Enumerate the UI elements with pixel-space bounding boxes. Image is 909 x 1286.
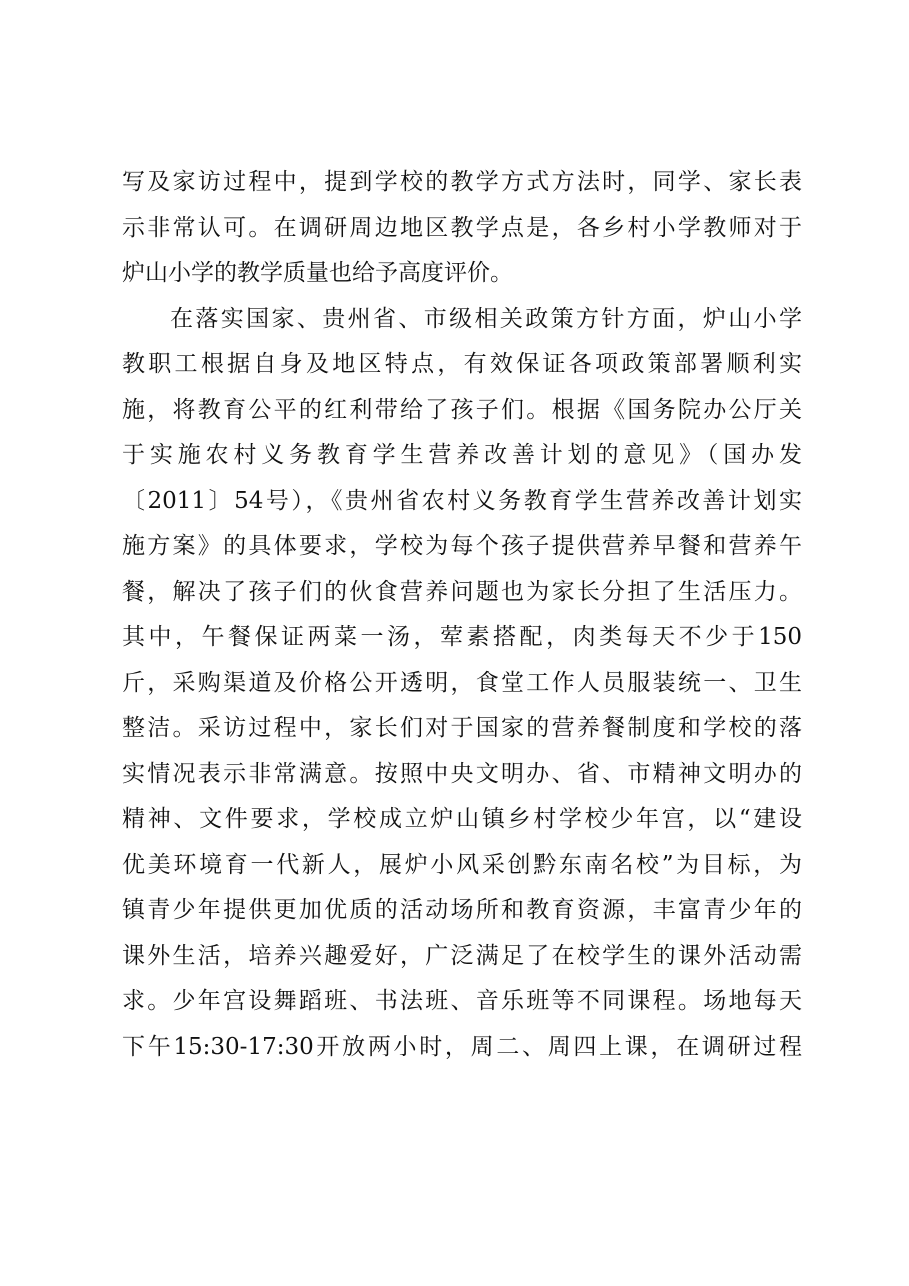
text-line: 精神、文件要求，学校成立炉山镇乡村学校少年宫，以“建设 [122, 806, 802, 832]
text-line: 炉山小学的教学质量也给予高度评价。 [122, 260, 513, 286]
text-line: 镇青少年提供更加优质的活动场所和教育资源，丰富青少年的 [122, 897, 802, 923]
text-line: 于实施农村义务教育学生营养改善计划的意见》（国办发 [122, 442, 802, 468]
text-line: 斤，采购渠道及价格公开透明，食堂工作人员服装统一、卫生 [122, 669, 802, 696]
text-line: 其中，午餐保证两菜一汤，荤素搭配，肉类每天不少于150 [122, 624, 802, 650]
text-line: 餐，解决了孩子们的伙食营养问题也为家长分担了生活压力。 [122, 578, 802, 605]
text-line: 整洁。采访过程中，家长们对于国家的营养餐制度和学校的落 [122, 715, 802, 741]
text-line: 求。少年宫设舞蹈班、书法班、音乐班等不同课程。场地每天 [122, 988, 802, 1014]
body-text [122, 160, 802, 1070]
text-line: 〔2011〕54号），《贵州省农村义务教育学生营养改善计划实 [122, 487, 802, 514]
text-line: 施，将教育公平的红利带给了孩子们。根据《国务院办公厅关 [122, 396, 802, 423]
paragraph-2 [122, 297, 802, 1071]
text-line: 实情况表示非常满意。按照中央文明办、省、市精神文明办的 [122, 760, 802, 787]
paragraph-1 [122, 160, 802, 297]
text-line: 在落实国家、贵州省、市级相关政策方针方面，炉山小学 [170, 305, 802, 332]
text-line: 写及家访过程中，提到学校的教学方式方法时，同学、家长表 [122, 169, 802, 195]
text-line: 示非常认可。在调研周边地区教学点是，各乡村小学教师对于 [122, 214, 802, 241]
text-line: 施方案》的具体要求，学校为每个孩子提供营养早餐和营养午 [122, 533, 802, 559]
text-line: 教职工根据自身及地区特点，有效保证各项政策部署顺利实 [122, 351, 802, 377]
text-line: 优美环境育一代新人，展炉小风采创黔东南名校”为目标，为 [122, 851, 802, 878]
text-line: 课外生活，培养兴趣爱好，广泛满足了在校学生的课外活动需 [122, 942, 802, 969]
text-line: 下午15:30-17:30开放两小时，周二、周四上课，在调研过程 [122, 1033, 802, 1060]
